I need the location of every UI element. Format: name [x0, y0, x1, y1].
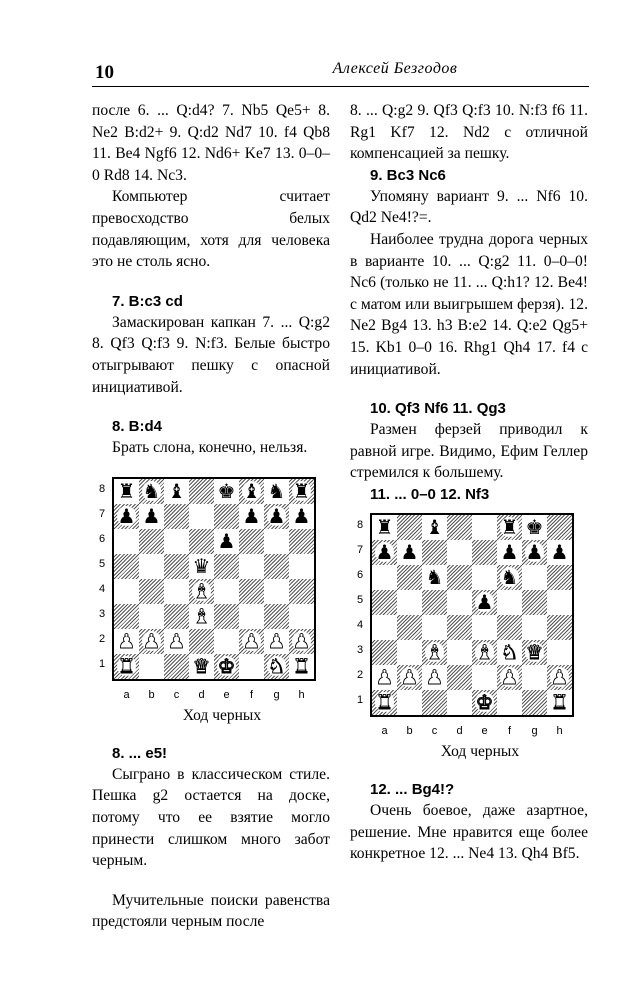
- white-pawn-icon: ♟: [142, 629, 161, 654]
- black-queen-icon: ♛: [192, 554, 211, 579]
- black-bishop-icon: ♝: [167, 479, 186, 504]
- board-square: [447, 690, 472, 715]
- white-knight-icon: ♞: [500, 640, 519, 665]
- black-king-icon: ♚: [217, 479, 236, 504]
- board-square: [164, 579, 189, 604]
- board-square: [422, 565, 447, 590]
- board-square: [472, 665, 497, 690]
- board-square: [372, 515, 397, 540]
- black-pawn-icon: ♟: [117, 504, 136, 529]
- board-square: [264, 604, 289, 629]
- board-square: [264, 504, 289, 529]
- board-square: [164, 554, 189, 579]
- diagram-caption: Ход черных: [182, 706, 262, 724]
- board-square: [239, 479, 264, 504]
- board-square: [189, 579, 214, 604]
- white-bishop-icon: ♝: [192, 579, 211, 604]
- rank-label: 2: [356, 668, 364, 681]
- move-heading: 12. ... Bg4!?: [370, 780, 455, 798]
- board-square: [289, 504, 314, 529]
- paragraph: 8. ... Q:g2 9. Qf3 Q:f3 10. N:f3 f6 11. Rg1 Kf7 12. Nd2 с отличной компенсацией за пешку.: [350, 102, 588, 163]
- right-column: [350, 100, 588, 865]
- board-square: [139, 579, 164, 604]
- rank-label: 3: [356, 643, 364, 656]
- board-square: [447, 590, 472, 615]
- paragraph: Сыграно в классическом стиле. Пешка g2 остается на доске, потому что ее взятие могло принести слишком много забот черным.: [92, 765, 330, 870]
- rank-label: 8: [98, 482, 106, 495]
- board-square: [139, 604, 164, 629]
- move-heading: 11. ... 0–0 12. Nf3: [370, 485, 490, 503]
- rank-label: 6: [356, 568, 364, 581]
- board-square: [472, 615, 497, 640]
- board-square: [264, 629, 289, 654]
- black-rook-icon: ♜: [500, 515, 519, 540]
- file-labels: [114, 689, 330, 701]
- board-square: [372, 640, 397, 665]
- move-heading: 10. Qf3 Nf6 11. Qg3: [370, 400, 506, 418]
- board-square: [372, 540, 397, 565]
- board-square: [522, 540, 547, 565]
- board-square: [422, 615, 447, 640]
- board-square: [239, 554, 264, 579]
- white-bishop-icon: ♝: [425, 640, 444, 665]
- file-label: a: [381, 724, 388, 737]
- board-square: [139, 529, 164, 554]
- file-label: e: [223, 688, 230, 701]
- board-square: [239, 654, 264, 679]
- board-square: [422, 515, 447, 540]
- black-knight-icon: ♞: [267, 479, 286, 504]
- board-square: [164, 629, 189, 654]
- board-square: [422, 590, 447, 615]
- board-square: [397, 540, 422, 565]
- running-header-author: Алексей Безгодов: [332, 60, 458, 77]
- black-pawn-icon: ♟: [292, 504, 311, 529]
- black-king-icon: ♚: [525, 515, 544, 540]
- board-square: [214, 579, 239, 604]
- rank-label: 5: [356, 593, 364, 606]
- board-square: [239, 579, 264, 604]
- white-bishop-icon: ♝: [192, 604, 211, 629]
- board-square: [114, 479, 139, 504]
- board-square: [114, 654, 139, 679]
- white-king-icon: ♚: [475, 690, 494, 715]
- black-pawn-icon: ♟: [500, 540, 519, 565]
- board-square: [189, 554, 214, 579]
- black-pawn-icon: ♟: [142, 504, 161, 529]
- rank-label: 7: [356, 543, 364, 556]
- board-square: [139, 629, 164, 654]
- board-square: [422, 665, 447, 690]
- black-bishop-icon: ♝: [425, 515, 444, 540]
- file-label: d: [456, 724, 463, 737]
- diagram-caption: Ход черных: [440, 742, 520, 760]
- board-square: [497, 565, 522, 590]
- black-knight-icon: ♞: [500, 565, 519, 590]
- file-label: b: [148, 688, 155, 701]
- board-square: [547, 515, 572, 540]
- rank-label: 6: [98, 532, 106, 545]
- board-square: [497, 515, 522, 540]
- board-square: [214, 479, 239, 504]
- board-square: [447, 540, 472, 565]
- board-square: [497, 590, 522, 615]
- board-square: [372, 590, 397, 615]
- file-label: h: [556, 724, 563, 737]
- paragraph: Компьютер считает превосходство белых подавляющим, хотя для человека это не столь ясно.: [92, 188, 330, 271]
- rank-labels: [92, 477, 112, 681]
- board-square: [472, 690, 497, 715]
- board-square: [264, 479, 289, 504]
- board-square: [397, 515, 422, 540]
- board-square: [522, 515, 547, 540]
- board-square: [289, 479, 314, 504]
- file-label: g: [273, 688, 280, 701]
- white-knight-icon: ♞: [267, 654, 286, 679]
- board-square: [164, 654, 189, 679]
- file-label: d: [198, 688, 205, 701]
- chessboard: [370, 513, 574, 717]
- header-rule: [92, 86, 589, 87]
- board-square: [164, 529, 189, 554]
- board-square: [264, 554, 289, 579]
- paragraph: Замаскирован капкан 7. ... Q:g2 8. Qf3 Q:f3 9. N:f3. Белые быстро отыгрывают пешку с опасной инициативой.: [92, 313, 330, 396]
- board-square: [547, 665, 572, 690]
- board-square: [239, 529, 264, 554]
- board-square: [472, 590, 497, 615]
- file-label: f: [507, 724, 512, 737]
- white-pawn-icon: ♟: [400, 665, 419, 690]
- board-square: [372, 565, 397, 590]
- black-pawn-icon: ♟: [475, 590, 494, 615]
- page-number: 10: [95, 62, 114, 83]
- board-square: [264, 529, 289, 554]
- rank-label: 2: [98, 632, 106, 645]
- board-square: [289, 579, 314, 604]
- board-square: [189, 654, 214, 679]
- board-square: [114, 579, 139, 604]
- board-square: [522, 690, 547, 715]
- board-square: [214, 654, 239, 679]
- rank-label: 1: [98, 657, 106, 670]
- board-square: [397, 590, 422, 615]
- black-rook-icon: ♜: [375, 515, 394, 540]
- file-label: a: [123, 688, 130, 701]
- black-bishop-icon: ♝: [242, 479, 261, 504]
- board-square: [472, 540, 497, 565]
- board-square: [522, 665, 547, 690]
- chess-diagram-1: [92, 477, 330, 725]
- board-square: [447, 515, 472, 540]
- white-rook-icon: ♜: [550, 690, 569, 715]
- board-square: [422, 640, 447, 665]
- rank-label: 5: [98, 557, 106, 570]
- white-pawn-icon: ♟: [375, 665, 394, 690]
- board-square: [522, 590, 547, 615]
- board-square: [289, 604, 314, 629]
- board-square: [422, 690, 447, 715]
- white-pawn-icon: ♟: [425, 665, 444, 690]
- paragraph: Очень боевое, даже азартное, решение. Мне нравится еще более конкретное 12. ... Ne4 13. Qh4 Bf5.: [350, 801, 588, 863]
- board-square: [289, 654, 314, 679]
- board-square: [547, 615, 572, 640]
- rank-label: 3: [98, 607, 106, 620]
- board-square: [289, 629, 314, 654]
- board-square: [372, 690, 397, 715]
- rank-label: 4: [98, 582, 106, 595]
- board-square: [397, 565, 422, 590]
- board-square: [522, 615, 547, 640]
- board-square: [214, 529, 239, 554]
- board-square: [397, 690, 422, 715]
- white-rook-icon: ♜: [375, 690, 394, 715]
- board-square: [547, 540, 572, 565]
- black-pawn-icon: ♟: [217, 529, 236, 554]
- board-square: [189, 629, 214, 654]
- board-square: [422, 540, 447, 565]
- board-square: [472, 640, 497, 665]
- move-heading: 8. B:d4: [112, 418, 163, 436]
- move-heading: 9. Bc3 Nc6: [370, 166, 446, 184]
- black-pawn-icon: ♟: [242, 504, 261, 529]
- board-square: [447, 565, 472, 590]
- file-label: b: [406, 724, 413, 737]
- white-pawn-icon: ♟: [242, 629, 261, 654]
- board-square: [497, 615, 522, 640]
- white-pawn-icon: ♟: [500, 665, 519, 690]
- board-square: [214, 604, 239, 629]
- board-square: [372, 665, 397, 690]
- board-square: [264, 654, 289, 679]
- board-square: [239, 504, 264, 529]
- board-square: [447, 640, 472, 665]
- board-square: [547, 590, 572, 615]
- board-square: [497, 665, 522, 690]
- board-square: [472, 515, 497, 540]
- chessboard: [112, 477, 316, 681]
- white-rook-icon: ♜: [292, 654, 311, 679]
- board-square: [372, 615, 397, 640]
- board-square: [472, 565, 497, 590]
- file-label: h: [298, 688, 305, 701]
- board-square: [114, 629, 139, 654]
- board-square: [164, 604, 189, 629]
- white-rook-icon: ♜: [117, 654, 136, 679]
- board-square: [497, 540, 522, 565]
- white-queen-icon: ♛: [525, 640, 544, 665]
- board-square: [239, 604, 264, 629]
- file-label: g: [531, 724, 538, 737]
- black-pawn-icon: ♟: [400, 540, 419, 565]
- board-square: [214, 629, 239, 654]
- white-pawn-icon: ♟: [550, 665, 569, 690]
- board-square: [164, 479, 189, 504]
- board-square: [547, 640, 572, 665]
- board-square: [522, 565, 547, 590]
- board-square: [497, 640, 522, 665]
- board-square: [397, 640, 422, 665]
- paragraph: Наиболее трудна дорога черных в варианте 10. ... Q:g2 11. 0–0–0! Nc6 (только не 11. ... Q:h1? 12. Be4! с матом или выигрышем ферзя). 12. Ne2 Bg4 13. h3 B:e2 14. Q:e2 Qg5+ 15. Kb1 0–0 16. Rhg1 Qh4 17. f4 с инициативой.: [350, 230, 588, 378]
- file-label: f: [249, 688, 254, 701]
- board-square: [447, 615, 472, 640]
- white-queen-icon: ♛: [192, 654, 211, 679]
- black-pawn-icon: ♟: [267, 504, 286, 529]
- move-heading: 7. B:c3 cd: [112, 292, 183, 310]
- board-square: [239, 629, 264, 654]
- black-rook-icon: ♜: [117, 479, 136, 504]
- move-heading: 8. ... e5!: [112, 744, 168, 762]
- file-label: e: [481, 724, 488, 737]
- rank-label: 4: [356, 618, 364, 631]
- paragraph: Мучительные поиски равенства предстояли черным после: [92, 891, 330, 931]
- white-king-icon: ♚: [217, 654, 236, 679]
- white-pawn-icon: ♟: [267, 629, 286, 654]
- board-square: [522, 640, 547, 665]
- file-label: c: [431, 724, 438, 737]
- board-square: [114, 604, 139, 629]
- rank-label: 1: [356, 693, 364, 706]
- board-square: [139, 654, 164, 679]
- board-square: [447, 665, 472, 690]
- board-square: [497, 690, 522, 715]
- paragraph: Брать слона, конечно, нельзя.: [112, 439, 308, 457]
- board-square: [189, 479, 214, 504]
- file-labels: [372, 725, 588, 737]
- paragraph: Упомяну вариант 9. ... Nf6 10. Qd2 Ne4!?=.: [350, 187, 588, 227]
- board-square: [139, 554, 164, 579]
- black-knight-icon: ♞: [425, 565, 444, 590]
- black-knight-icon: ♞: [142, 479, 161, 504]
- board-square: [139, 479, 164, 504]
- black-pawn-icon: ♟: [375, 540, 394, 565]
- white-bishop-icon: ♝: [475, 640, 494, 665]
- paragraph: Размен ферзей приводил к равной игре. Видимо, Ефим Геллер стремился к большему.: [350, 421, 588, 482]
- board-square: [189, 604, 214, 629]
- board-square: [139, 504, 164, 529]
- black-pawn-icon: ♟: [525, 540, 544, 565]
- board-square: [114, 504, 139, 529]
- board-square: [397, 665, 422, 690]
- chess-diagram-2: [350, 513, 588, 761]
- board-square: [264, 579, 289, 604]
- rank-labels: [350, 513, 370, 717]
- white-pawn-icon: ♟: [167, 629, 186, 654]
- board-square: [214, 554, 239, 579]
- white-pawn-icon: ♟: [117, 629, 136, 654]
- board-square: [214, 504, 239, 529]
- black-pawn-icon: ♟: [550, 540, 569, 565]
- board-square: [189, 529, 214, 554]
- black-rook-icon: ♜: [292, 479, 311, 504]
- left-column: [92, 100, 330, 933]
- file-label: c: [173, 688, 180, 701]
- rank-label: 7: [98, 507, 106, 520]
- board-square: [547, 690, 572, 715]
- board-square: [547, 565, 572, 590]
- board-square: [189, 504, 214, 529]
- board-square: [114, 554, 139, 579]
- rank-label: 8: [356, 518, 364, 531]
- board-square: [397, 615, 422, 640]
- board-square: [114, 529, 139, 554]
- board-square: [289, 554, 314, 579]
- board-square: [289, 529, 314, 554]
- paragraph: после 6. ... Q:d4? 7. Nb5 Qe5+ 8. Ne2 B:d2+ 9. Q:d2 Nd7 10. f4 Qb8 11. Be4 Ngf6 12. Nd6+ Ke7 13. 0–0–0 Rd8 14. Nc3.: [92, 102, 330, 184]
- board-square: [164, 504, 189, 529]
- white-pawn-icon: ♟: [292, 629, 311, 654]
